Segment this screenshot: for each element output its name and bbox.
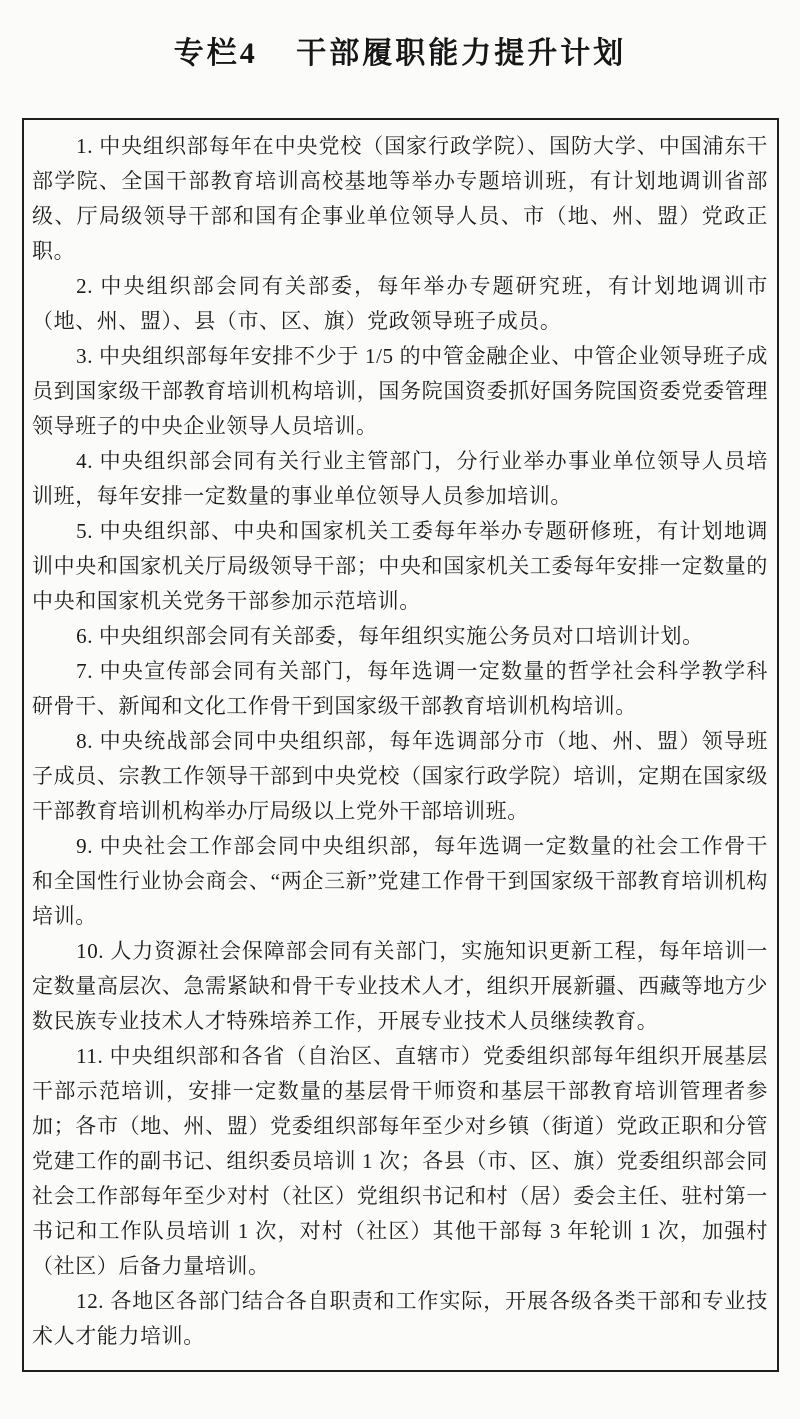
paragraph-item-1: 1. 中央组织部每年在中央党校（国家行政学院）、国防大学、中国浦东干部学院、全国干部教育培训高校基地等举办专题培训班，有计划地调训省部级、厅局级领导干部和国有企事业单位领导人员、市（地、州、盟）党政正职。 [32,134,768,263]
content-box [22,118,779,1372]
paragraph-item-7: 7. 中央宣传部会同有关部门，每年选调一定数量的哲学社会科学教学科研骨干、新闻和文化工作骨干到国家级干部教育培训机构培训。 [32,659,768,718]
paragraph-item-5: 5. 中央组织部、中央和国家机关工委每年举办专题研修班，有计划地调训中央和国家机关厅局级领导干部；中央和国家机关工委每年安排一定数量的中央和国家机关党务干部参加示范培训。 [32,519,768,613]
paragraph-item-8: 8. 中央统战部会同中央组织部，每年选调部分市（地、州、盟）领导班子成员、宗教工作领导干部到中央党校（国家行政学院）培训，定期在国家级干部教育培训机构举办厅局级以上党外干部培训班。 [32,729,768,823]
paragraph-item-12: 12. 各地区各部门结合各自职责和工作实际，开展各级各类干部和专业技术人才能力培训。 [32,1289,768,1348]
column-label: 专栏4 [173,37,258,70]
paragraph-item-2: 2. 中央组织部会同有关部委，每年举办专题研究班，有计划地调训市（地、州、盟）、县（市、区、旗）党政领导班子成员。 [32,274,768,333]
title-text: 干部履职能力提升计划 [296,37,627,70]
paragraph-item-10: 10. 人力资源社会保障部会同有关部门，实施知识更新工程，每年培训一定数量高层次、急需紧缺和骨干专业技术人才，组织开展新疆、西藏等地方少数民族专业技术人才特殊培养工作，开展专业技术人员继续教育。 [32,939,768,1033]
paragraph-item-4: 4. 中央组织部会同有关行业主管部门，分行业举办事业单位领导人员培训班，每年安排一定数量的事业单位领导人员参加培训。 [32,449,768,508]
paragraph-item-9: 9. 中央社会工作部会同中央组织部，每年选调一定数量的社会工作骨干和全国性行业协会商会、“两企三新”党建工作骨干到国家级干部教育培训机构培训。 [32,834,768,928]
paragraph-item-6: 6. 中央组织部会同有关部委，每年组织实施公务员对口培训计划。 [76,624,704,648]
paragraph-item-3: 3. 中央组织部每年安排不少于 1/5 的中管金融企业、中管企业领导班子成员到国家级干部教育培训机构培训，国务院国资委抓好国务院国资委党委管理领导班子的中央企业领导人员培训。 [32,344,768,438]
paragraph-item-11: 11. 中央组织部和各省（自治区、直辖市）党委组织部每年组织开展基层干部示范培训，安排一定数量的基层骨干师资和基层干部教育培训管理者参加；各市（地、州、盟）党委组织部每年至少对乡镇（街道）党政正职和分管党建工作的副书记、组织委员培训 1 次；各县（市、区、旗）党委组织部会同社会工作部每年至少对村（社区）党组织书记和村（居）委会主任、驻村第一书记和工作队员培训 1 次，对村（社区）其他干部每 3 年轮训 1 次，加强村（社区）后备力量培训。 [32,1044,768,1278]
page-title [20,28,780,72]
